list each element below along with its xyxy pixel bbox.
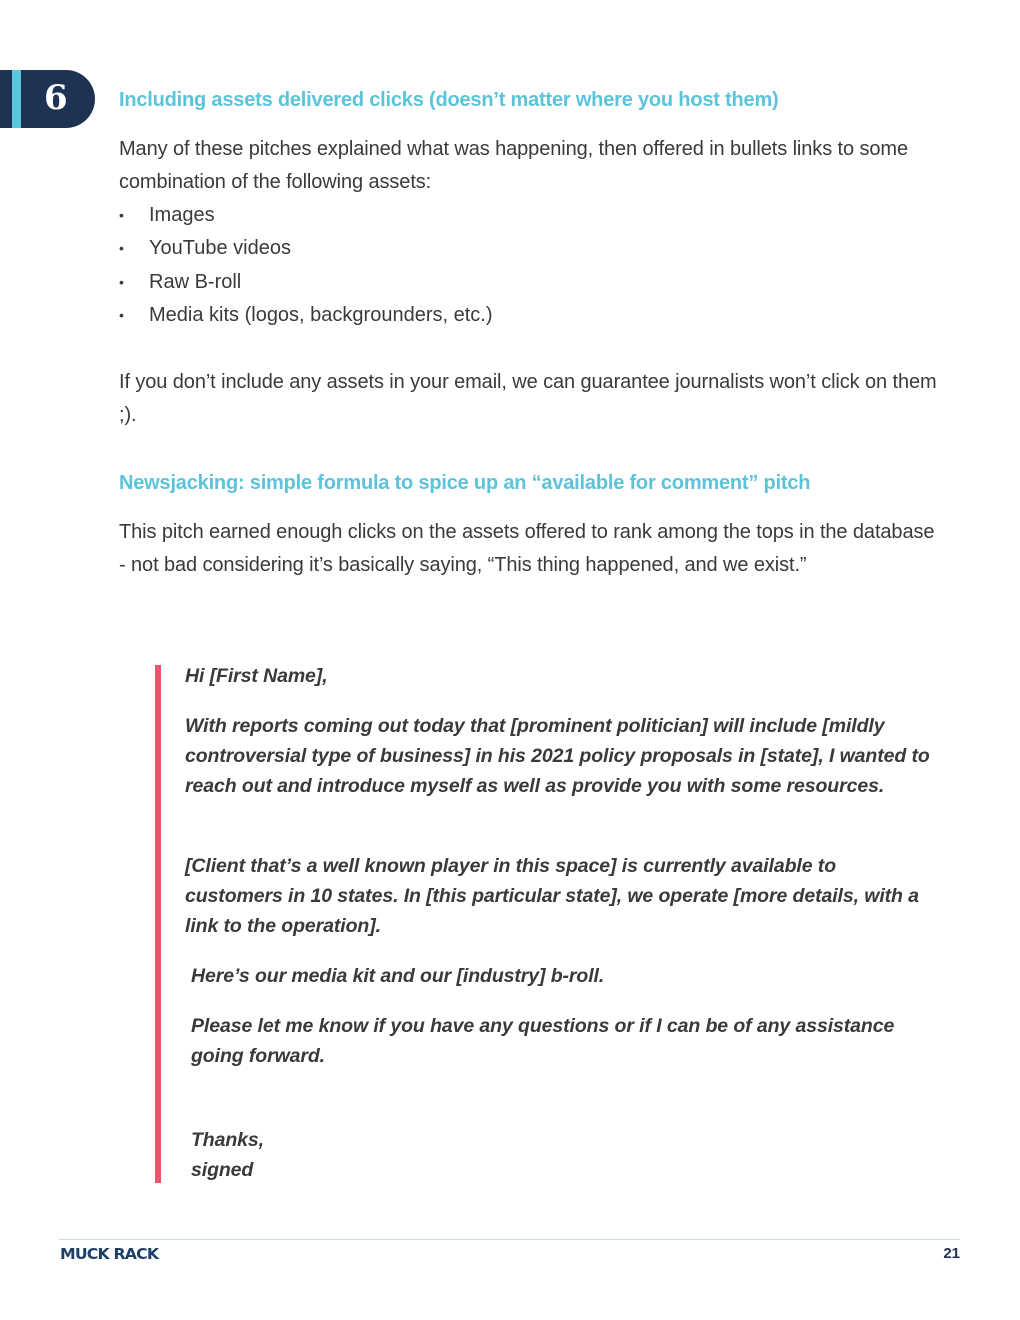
email-body-paragraph: [Client that’s a well known player in this space] is currently available to customers in 10 states. In [this particular state], we operate [more details, with a link to the operation]. [185, 855, 919, 937]
list-item [119, 232, 493, 265]
blockquote-accent-bar [155, 665, 161, 1183]
list-item-label: Raw B-roll [149, 270, 242, 293]
badge-accent-stripe [12, 70, 21, 128]
list-item [119, 199, 493, 232]
email-body-paragraph: Please let me know if you have any questions or if I can be of any assistance going forward. [191, 1015, 895, 1067]
muck-rack-logo: MUCK RACK [60, 1245, 159, 1263]
bullet-icon: • [119, 240, 124, 257]
assets-guarantee-paragraph: If you don’t include any assets in your email, we can guarantee journalists won’t click on them ;). [119, 371, 937, 427]
list-item [119, 299, 493, 332]
list-item [119, 266, 493, 299]
email-greeting: Hi [First Name], [185, 665, 328, 687]
bullet-icon: • [119, 273, 124, 290]
email-body-paragraph: Here’s our media kit and our [industry] b-roll. [191, 965, 605, 987]
email-signature: signed [191, 1159, 254, 1181]
list-item-label: Media kits (logos, backgrounders, etc.) [149, 304, 493, 327]
page-number: 21 [943, 1245, 960, 1262]
email-body-paragraph: With reports coming out today that [prominent politician] will include [mildly controversial type of business] in his 2021 policy proposals in [state], I wanted to reach out and introduce myself as well as provide you with some resources. [185, 715, 930, 797]
footer-divider [59, 1239, 960, 1240]
section-number-badge [0, 70, 95, 128]
bullet-icon: • [119, 307, 124, 324]
list-item-label: YouTube videos [149, 237, 291, 260]
section-number: 6 [44, 78, 68, 118]
list-item-label: Images [149, 204, 215, 226]
email-signoff: Thanks, [191, 1129, 264, 1151]
bullet-icon: • [119, 207, 124, 223]
newsjacking-paragraph: This pitch earned enough clicks on the assets offered to rank among the tops in the database - not bad considering it’s basically saying, “This thing happened, and we exist.” [119, 521, 935, 577]
section-heading-newsjacking: Newsjacking: simple formula to spice up an “available for comment” pitch [119, 472, 811, 494]
intro-paragraph: Many of these pitches explained what was happening, then offered in bullets links to some combination of the following assets: [119, 138, 909, 194]
assets-bullet-list [119, 199, 493, 333]
section-heading-assets: Including assets delivered clicks (doesn’t matter where you host them) [119, 89, 779, 111]
